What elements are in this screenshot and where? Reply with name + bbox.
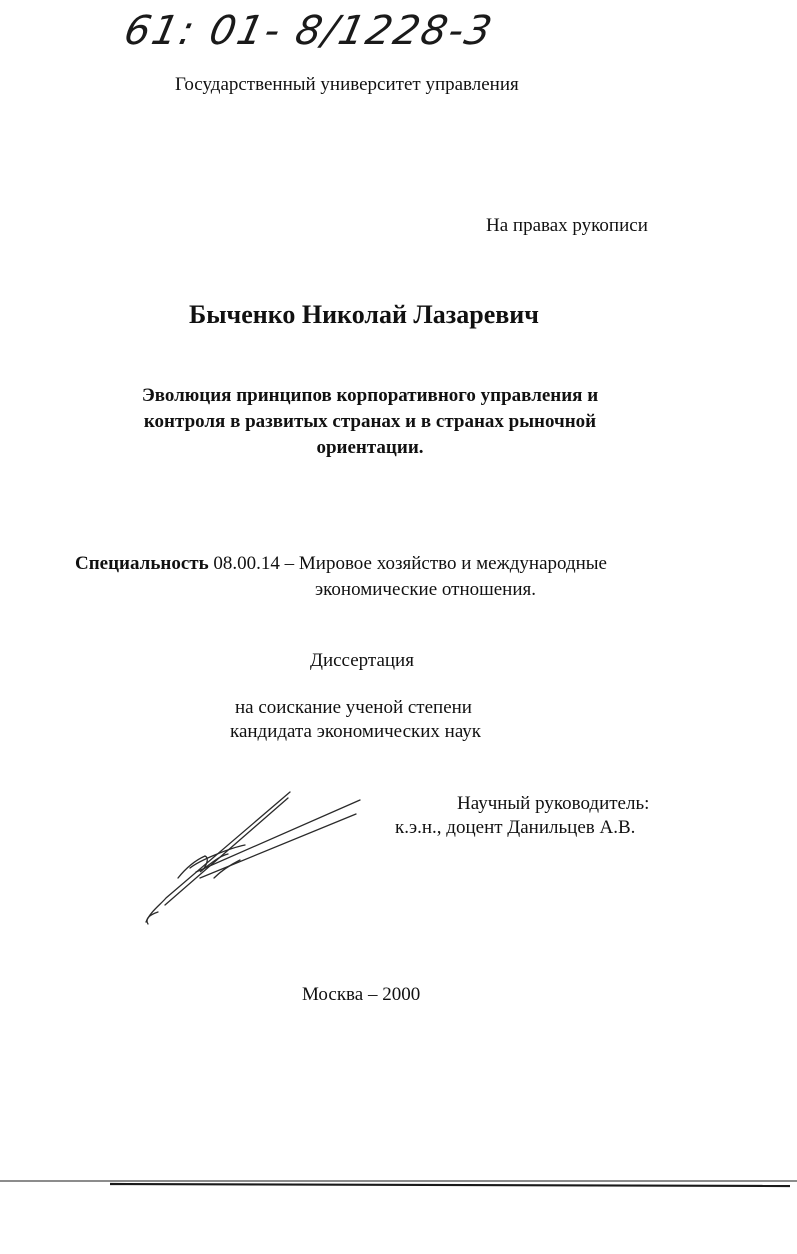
specialty-code: 08.00.14 – Мировое хозяйство и международные	[208, 553, 607, 574]
scan-edge-line	[0, 1181, 797, 1186]
supervisor-name: к.э.н., доцент Данильцев А.В.	[395, 817, 636, 838]
archive-code-handwritten: 61: 01- 8/1228-3	[120, 8, 498, 54]
thesis-title-line-3: ориентации.	[316, 437, 424, 458]
degree-line-1: на соискание ученой степени	[235, 697, 472, 718]
thesis-title-line-2: контроля в развитых странах и в странах рыночной	[143, 411, 597, 432]
thesis-title-line-1: Эволюция принципов корпоративного управления и	[141, 385, 599, 406]
document-type: Диссертация	[310, 650, 414, 671]
specialty-line-2: экономические отношения.	[315, 579, 537, 600]
rights-note: На правах рукописи	[486, 215, 648, 236]
university-name: Государственный университет управления	[175, 74, 519, 95]
degree-line-2: кандидата экономических наук	[230, 721, 482, 742]
city-year: Москва – 2000	[302, 984, 421, 1005]
author-name: Быченко Николай Лазаревич	[189, 300, 539, 329]
signature	[146, 792, 360, 924]
supervisor-label: Научный руководитель:	[457, 793, 650, 814]
specialty-label: Специальность	[75, 553, 209, 574]
